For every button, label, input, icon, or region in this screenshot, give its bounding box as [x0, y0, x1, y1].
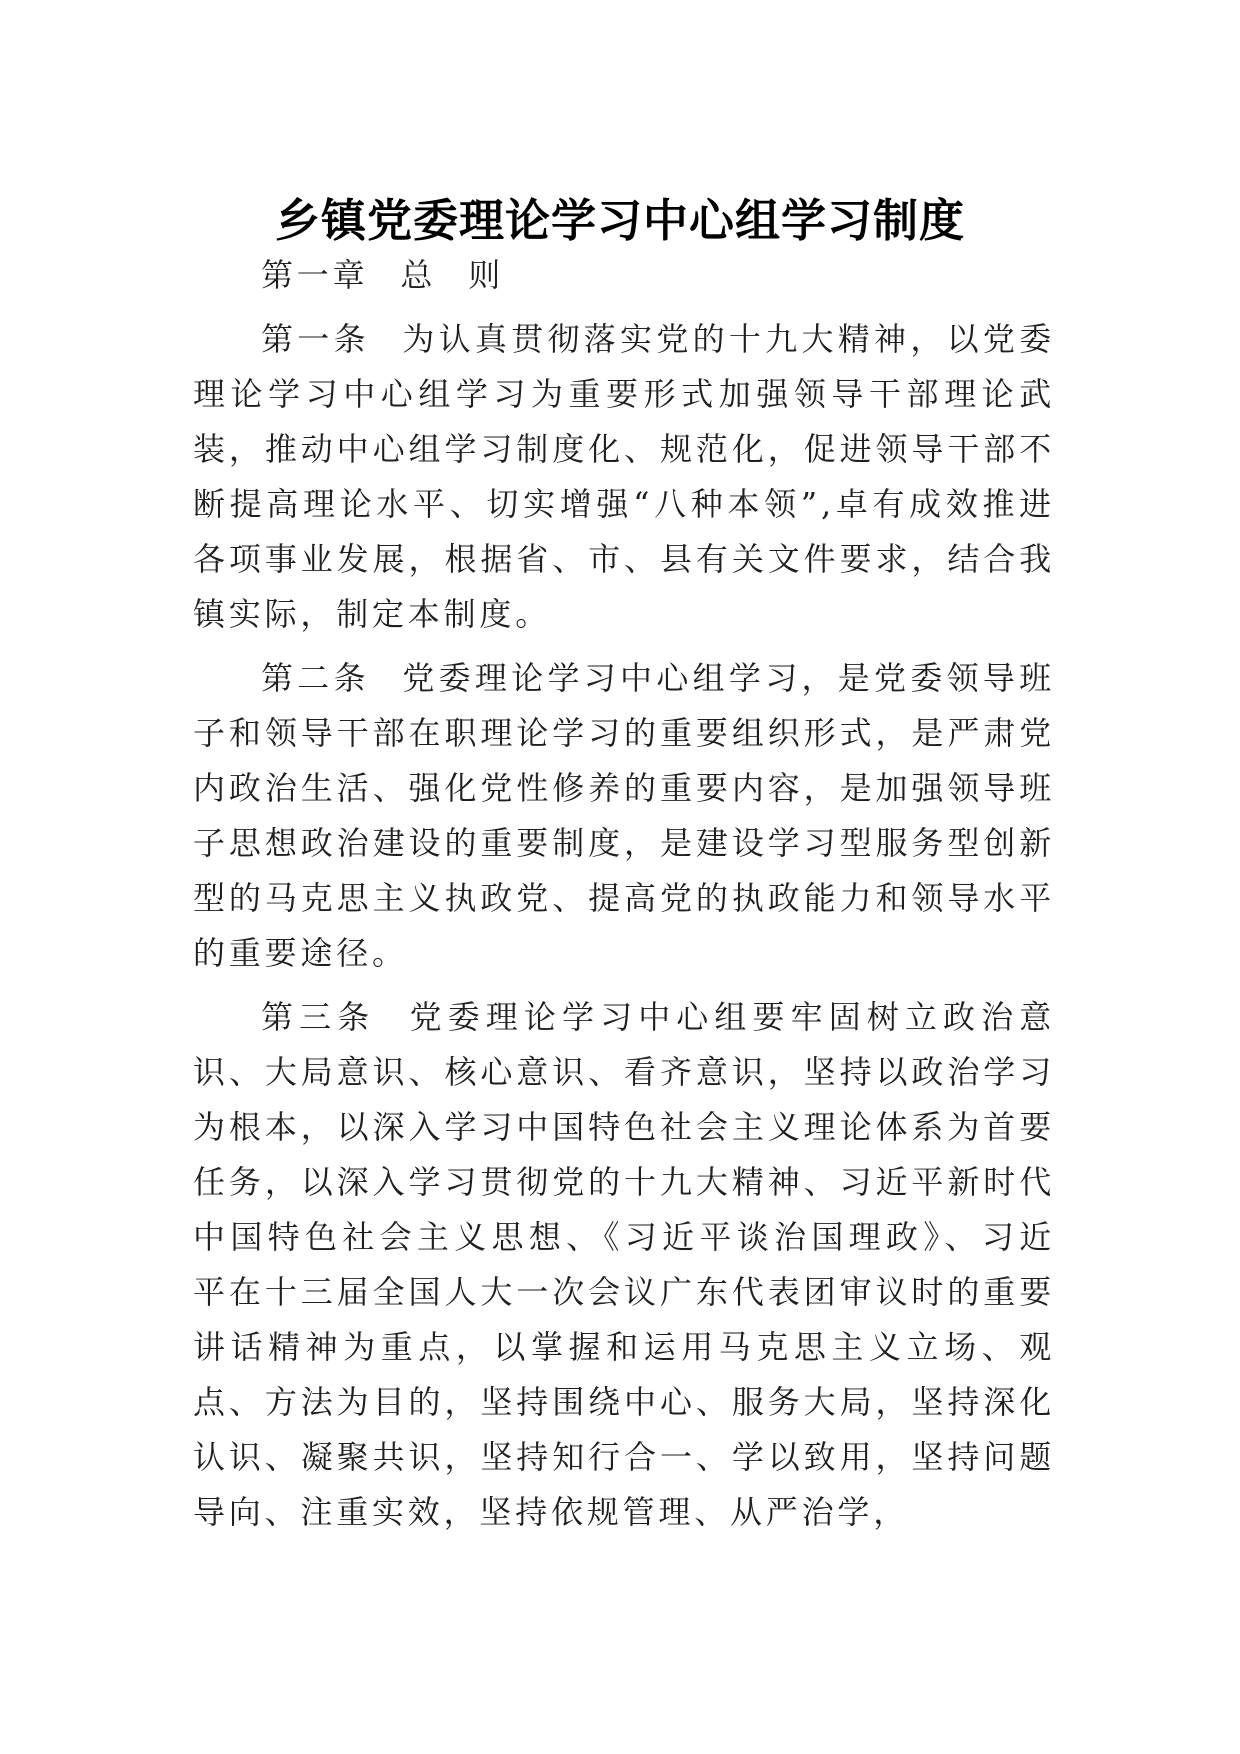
chapter-number: 第一章 [261, 256, 369, 294]
chapter-name-part2: 则 [468, 256, 505, 294]
document-title: 乡镇党委理论学习中心组学习制度 [274, 194, 965, 247]
chapter-heading [193, 248, 1055, 303]
article-number: 第一条 [261, 320, 370, 358]
article-text: 党委理论学习中心组学习，是党委领导班子和领导干部在职理论学习的重要组织形式，是严肃党内政治生活、强化党性修养的重要内容，是加强领导班子思想政治建设的重要制度，是建设学习型服务型创新型的马克思主义执政党、提高党的执政能力和领导水平的重要途径。 [193, 659, 1055, 972]
article-text: 党委理论学习中心组要牢固树立政治意识、大局意识、核心意识、看齐意识，坚持以政治学习为根本，以深入学习中国特色社会主义理论体系为首要任务，以深入学习贯彻党的十九大精神、习近平新时代中国特色社会主义思想、《习近平谈治国理政》、习近平在十三届全国人大一次会议广东代表团审议时的重要讲话精神为重点，以掌握和运用马克思主义立场、观点、方法为目的，坚持围绕中心、服务大局，坚持深化认识、凝聚共识，坚持知行合一、学以致用，坚持问题导向、注重实效，坚持依规管理、从严治学， [193, 998, 1056, 1531]
article-number: 第三条 [261, 998, 376, 1036]
article-paragraph [193, 312, 1055, 642]
article-paragraph [193, 990, 1055, 1540]
article-number: 第二条 [261, 659, 370, 697]
document-body [193, 248, 1055, 1549]
article-paragraph [193, 651, 1055, 981]
article-text: 为认真贯彻落实党的十九大精神，以党委理论学习中心组学习为重要形式加强领导干部理论武装，推动中心组学习制度化、规范化，促进领导干部不断提高理论水平、切实增强“八种本领”,卓有成效推进各项事业发展，根据省、市、县有关文件要求，结合我镇实际，制定本制度。 [193, 320, 1055, 633]
chapter-name-part1: 总 [400, 256, 437, 294]
